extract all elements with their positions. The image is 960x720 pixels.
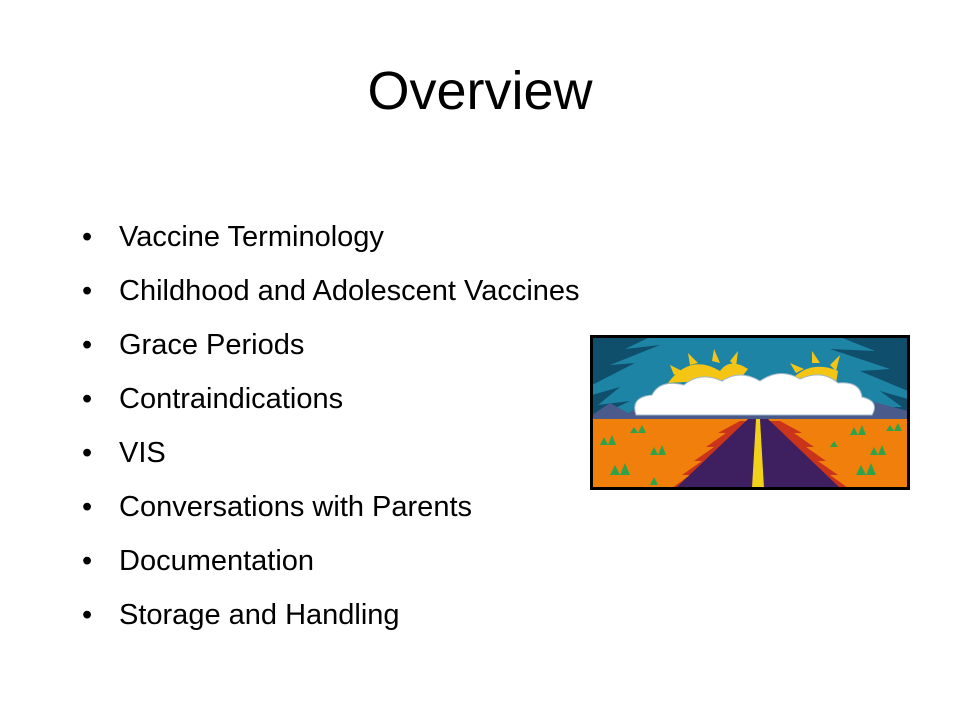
bullet-item <box>82 376 580 430</box>
bullet-text: Documentation <box>119 545 315 577</box>
bullet-item <box>82 268 580 322</box>
bullet-item <box>82 538 580 592</box>
bullet-glyph: • <box>82 491 93 523</box>
bullet-item <box>82 214 580 268</box>
bullet-list <box>82 214 580 646</box>
bullet-item <box>82 430 580 484</box>
road-landscape-icon <box>590 335 910 490</box>
bullet-glyph: • <box>82 329 93 361</box>
bullet-item <box>82 592 580 646</box>
bullet-glyph: • <box>82 221 93 253</box>
bullet-text: Grace Periods <box>119 329 305 361</box>
bullet-item <box>82 322 580 376</box>
bullet-item <box>82 484 580 538</box>
bullet-glyph: • <box>82 383 93 415</box>
bullet-glyph: • <box>82 437 93 469</box>
bullet-text: Conversations with Parents <box>119 491 472 523</box>
bullet-text: Childhood and Adolescent Vaccines <box>119 275 580 307</box>
slide-title: Overview <box>367 61 593 121</box>
bullet-text: Storage and Handling <box>119 599 400 631</box>
bullet-text: VIS <box>119 437 166 469</box>
bullet-glyph: • <box>82 599 93 631</box>
bullet-text: Contraindications <box>119 383 344 415</box>
bullet-glyph: • <box>82 275 93 307</box>
bullet-glyph: • <box>82 545 93 577</box>
bullet-text: Vaccine Terminology <box>119 221 384 253</box>
